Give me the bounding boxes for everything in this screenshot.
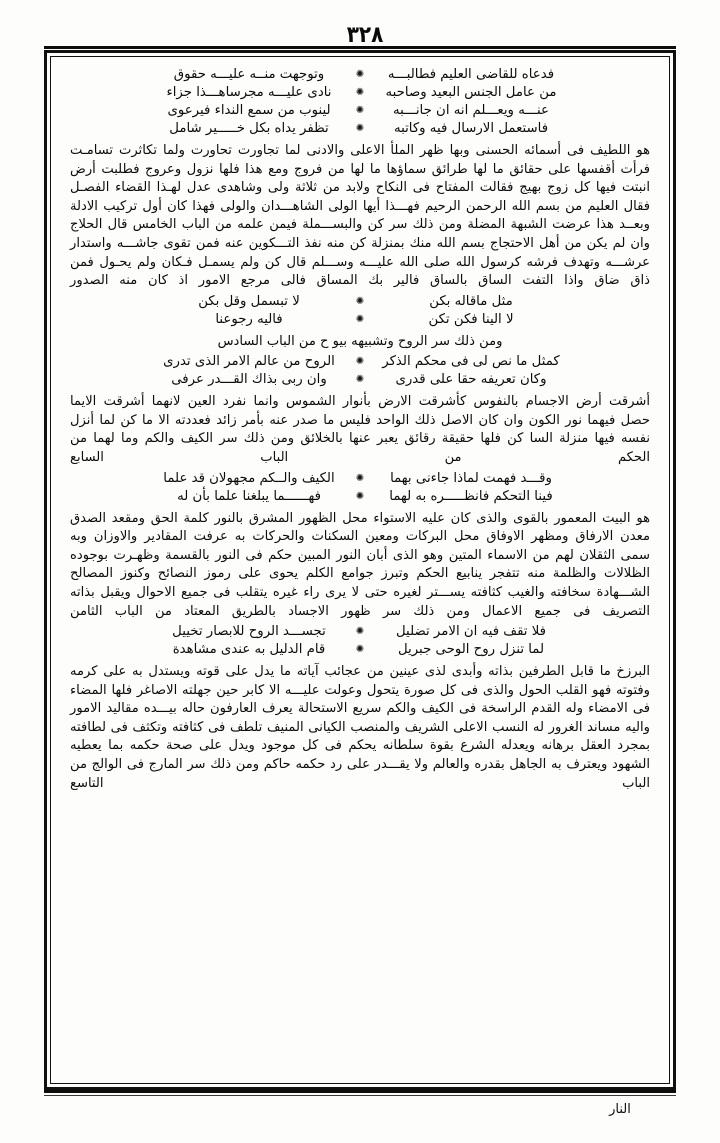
star-separator-icon: ✺ [355, 374, 365, 386]
verse-line [70, 353, 650, 371]
hemistich-left: لما تنزل روح الوحى جبريل [397, 642, 545, 658]
star-separator-icon: ✺ [355, 472, 365, 484]
hemistich-right: تظفر يداه بكل خـــــير شامل [169, 121, 329, 136]
prose-paragraph-3: هو البيت المعمور بالقوى والذى كان عليه الاستواء محل الظهور المشرق بالنور كلمة الحق ومقعد الصدق معدن الارفاق ومظهر الاوفاق محل البركات ومعين السكنات والحركات به عرفت المقادير والاوزان وبه سمى الثقلان لهم من الاسماء المتين وهو الذى أبان النور المبين حكم فى النور بالقسمة وظهـرت بوجوده الظلالات والظلمة منه تتفجر ينابيع الحكم وتبرز جوامع الكلم يحوى على رموز النصائح وكنوز المصالح الشـــهادة سخافته والغيب كثافته يســـتر لغيره حتى لا يرى راء غيره يتقلب فى جميع الاحوال ويقبل بذاته التصريف فى جميع الاعمال ومن ذلك سر ظهور الاجساد بالطريق المعتاد من الباب الثامن [70, 510, 650, 619]
poem-mid-1 [70, 293, 650, 329]
hemistich-right: قام الدليل به عندى مشاهدة [172, 642, 326, 658]
bottom-rule-divider [44, 1090, 676, 1093]
hemistich-right: تجســـد الروح للابصار تخييل [172, 624, 326, 640]
catchword-row [0, 1102, 720, 1117]
verse-line [70, 120, 650, 138]
hemistich-right: فاليه رجوعنا [215, 311, 283, 327]
hemistich-right: وتوجهت منــه عليـــه حقوق [173, 67, 325, 82]
star-separator-icon: ✺ [355, 295, 365, 307]
verse-line [70, 66, 650, 84]
star-separator-icon: ✺ [355, 644, 365, 656]
hemistich-left: وكان تعريفه حقا على قدرى [395, 372, 547, 388]
hemistich-left: كمثل ما نص لى فى محكم الذكر [382, 354, 560, 370]
hemistich-right: لينوب من سمع النداء فيرعوى [167, 103, 331, 118]
prose-paragraph-2: أشرقت أرض الاجسام بالنفوس كأشرقت الارض بأنوار الشموس وانما نفرد العين لانهما أشرقت الايما حصل فيهما نور الكون وان كان الاصل ذلك الواحد فليس ما صدر عنه بأمر زائد فعددته الا ما كن لما أنزل نفسه فيها منزلة السا كن فلها حقيقة رقائق يعبر عنها بالخلائق ومن ذلك سر الكيف والكم وما لهما من الحكم من الباب السابع [70, 394, 650, 465]
poem-bottom [70, 623, 650, 659]
hemistich-left: من عامل الجنس البعيد وصاحبه [385, 85, 557, 100]
hemistich-left: لا الينا فكن تكن [428, 311, 514, 327]
hemistich-left: وقـــد فهمت لماذا جاءنى بهما [390, 470, 552, 486]
catchword: النار [609, 1102, 631, 1117]
verse-line [70, 371, 650, 389]
verse-line [70, 293, 650, 311]
star-separator-icon: ✺ [355, 490, 365, 502]
page-content [56, 56, 664, 1078]
hemistich-left: فدعاه للقاضى العليم فطالبـــه [387, 67, 555, 82]
hemistich-right: لا تبسمل وقل بكن [198, 293, 300, 309]
star-separator-icon: ✺ [355, 626, 365, 638]
hemistich-right: وان ربى بذاك القـــدر عرفى [171, 372, 327, 388]
hemistich-right: فهــــــما يبلغنا علما بأن له [177, 488, 321, 504]
star-separator-icon: ✺ [355, 123, 365, 134]
hemistich-left: عنـــه ويعـــلم انه ان جانـــبه [393, 103, 549, 118]
star-separator-icon: ✺ [355, 69, 365, 80]
hemistich-left: فلا تقف فيه ان الامر تضليل [395, 624, 547, 640]
star-separator-icon: ✺ [355, 87, 365, 98]
verse-line [70, 641, 650, 659]
verse-line [70, 311, 650, 329]
bottom-rule-divider-thin [44, 1095, 676, 1096]
page-number: ٣٢٨ [346, 20, 384, 48]
hemistich-right: نادى عليـــه مجرساهـــذا جزاء [166, 85, 332, 100]
verse-line [70, 470, 650, 488]
hemistich-left: فاستعمل الارسال فيه وكاتبه [393, 121, 549, 136]
hemistich-right: الروح من عالم الامر الذى تدرى [163, 354, 335, 370]
prose-paragraph-1: هو اللطيف فى أسمائه الحسنى وبها ظهر الملأ الاعلى والادنى لما تجاورت تحاورت ولما تكاثرت تسامـت فرأت أقفسها على حقائق ما لها طرائق سماؤها ما لها من فروج ومع هذا فلها نزول وعروج فطلبت أرض انبتت فيها كل زوج بهيج فقالت المفتاح فى النكاح ولابد من ثلاثة ولى وشاهدى عدل لهـذا القضاء الفصـل فقال العليم من بسم الله الرحمن الرحيم فهـــذا أيها الولى الشاهـــدان والولى فهذا كان أول تركيب الادلة وبعــد هذا عرضت الشبهة المضلة ومن ذلك سر كن والبســـملة فيمن علمه من الباب الخامس قال الحلاج وان لم يكن من أهل الاحتجاج بسم الله منك بمنزلة كن منه نفذ التـــكوين عنه فمن تقوى جاشـــه واستدار عرشـــه وتهدف فرشه كرسول الله صلى الله عليـــه وســـلم قال كن ولم يسمـل فـكان ولم يحـول فمن ذاق ضاق واذا التفت الساق بالساق فالير بك المساق فالى مرجع الامور اذ كان منه الصدور [70, 143, 650, 289]
poem-mid-3 [70, 470, 650, 506]
verse-line [70, 623, 650, 641]
poem-top [70, 66, 650, 138]
prose-paragraph-4: البرزخ ما قابل الطرفين بذاته وأبدى لذى عينين من عجائب آياته ما يدل على قوته ويستدل به على كرمه وفتوته فهو القلب الحول والذى فى كل صورة يتحول وعولت عليـــه الا كابر حين جهلته الاصاغر فلها المضاء فى الامضاء وله القدم الراسخة فى الكيف والكم سريع الاستحالة يعرف العارفون حاله بيـــده مقاليد الامور واليه مساند الغرور له النسب الاعلى الشريف والمنصب الكيانى المنيف تلطف فى كثافته وتكثف فى لطافته بمجرد العقل برهانه ويعدله الشرع بقوة سلطانه يحكم فى كل موجود ويدل على صحة حكمه بما يعطيه الشهود ويعترف به الجاهل بقدره والعالم ولا يقـــدر على رد حكمه حاكم ومن ذلك سر المارج فى الوالج من الباب التاسع [70, 664, 650, 791]
section-heading-1: ومن ذلك سر الروح وتشبيهه بيو ح من الباب السادس [217, 333, 503, 349]
verse-line [70, 84, 650, 102]
star-separator-icon: ✺ [355, 313, 365, 325]
poem-mid-2 [70, 353, 650, 389]
star-separator-icon: ✺ [355, 105, 365, 116]
hemistich-right: الكيف والــكم مجهولان قد علما [163, 470, 335, 486]
verse-line [70, 488, 650, 506]
top-rule-divider [44, 46, 676, 49]
hemistich-left: فينا التحكم فانظـــــره به لهما [389, 488, 553, 504]
verse-line [70, 102, 650, 120]
hemistich-left: مثل ماقاله بكن [429, 293, 513, 309]
star-separator-icon: ✺ [355, 356, 365, 368]
